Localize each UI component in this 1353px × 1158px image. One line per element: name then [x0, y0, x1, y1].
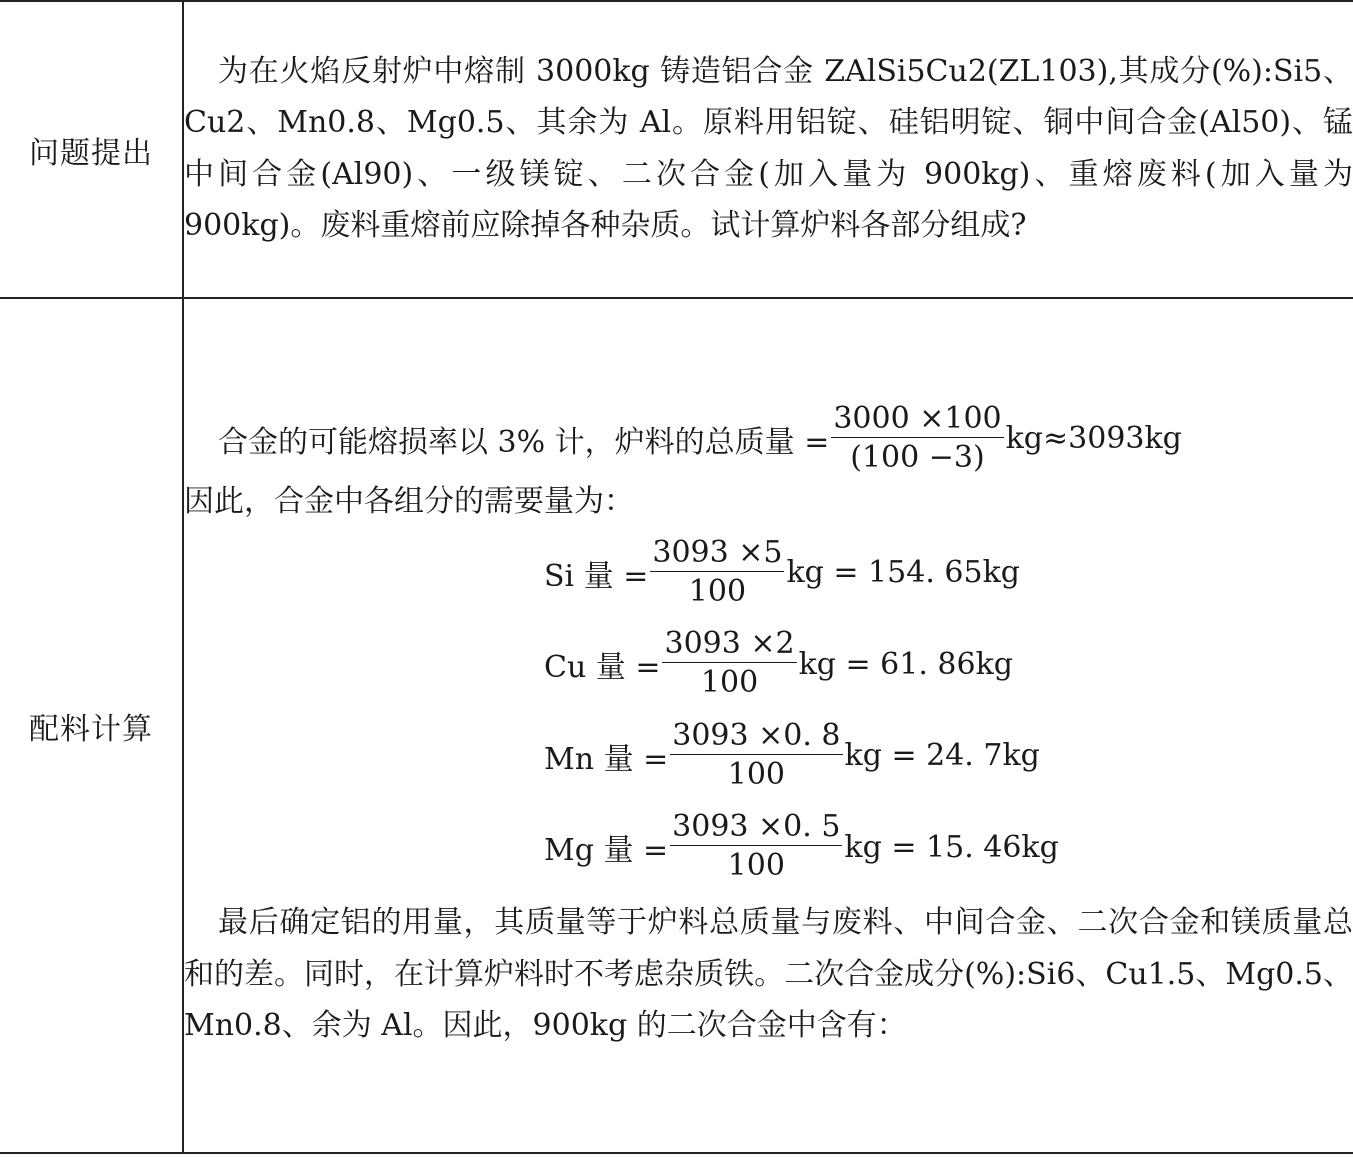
total-charge-prefix: 合金的可能熔损率以 3% 计，炉料的总质量 = — [218, 424, 830, 460]
conclusion-paragraph: 最后确定铝的用量，其质量等于炉料总质量与废料、中间合金、二次合金和镁质量总和的差。同时，在计算炉料时不考虑杂质铁。二次合金成分(%):Si6、Cu1.5、Mg0.5、Mn0.8、余为 Al。因此，900kg 的二次合金中含有： — [184, 905, 1353, 1043]
equation-fraction — [670, 810, 842, 884]
equation-rhs: kg = 61. 86kg — [798, 646, 1013, 682]
fraction-denominator: 100 — [727, 848, 785, 884]
equation-rhs: kg = 154. 65kg — [786, 555, 1020, 591]
total-charge-fraction — [831, 402, 1003, 476]
equation-rhs: kg = 15. 46kg — [844, 829, 1059, 865]
fraction-denominator: (100 −3) — [850, 439, 985, 475]
calculation-cell — [183, 298, 1353, 1153]
equation-fraction — [650, 536, 784, 610]
equation-fraction — [670, 719, 842, 793]
component-equations — [544, 527, 1353, 893]
equation-lhs: Mg 量 = — [544, 833, 669, 869]
problem-cell — [183, 1, 1353, 298]
table-row-problem — [0, 1, 1353, 298]
equation-mn — [544, 710, 1353, 802]
fraction-denominator: 100 — [700, 665, 759, 701]
equation-fraction — [662, 627, 796, 701]
equation-lhs: Cu 量 = — [544, 650, 661, 686]
fraction-numerator: 3093 ×0. 5 — [672, 809, 841, 845]
calculation-body — [184, 400, 1353, 1052]
equation-lhs: Si 量 = — [544, 558, 649, 594]
fraction-numerator: 3093 ×5 — [652, 534, 783, 570]
components-lead: 因此，合金中各组分的需要量为： — [184, 483, 634, 519]
table-row-calculation — [0, 298, 1353, 1153]
fraction-numerator: 3093 ×2 — [664, 626, 795, 662]
equation-mg — [544, 802, 1353, 894]
row-label-calculation: 配料计算 — [0, 298, 183, 1153]
equation-cu — [544, 619, 1353, 711]
row-label-problem: 问题提出 — [0, 1, 183, 298]
total-charge-result: kg≈3093kg — [1005, 421, 1182, 456]
equation-lhs: Mn 量 = — [544, 741, 669, 777]
equation-si — [544, 527, 1353, 619]
equation-rhs: kg = 24. 7kg — [844, 738, 1040, 774]
fraction-denominator: 100 — [727, 756, 786, 792]
total-charge-equation — [218, 400, 1353, 478]
problem-statement: 为在火焰反射炉中熔制 3000kg 铸造铝合金 ZAlSi5Cu2(ZL103),其成分(%):Si5、Cu2、Mn0.8、Mg0.5、其余为 Al。原料用铝锭、硅铝明锭、铜中间合金(Al50)、锰中间合金(Al90)、一级镁锭、二次合金(加入量为 900kg)、重熔废料(加入量为 900kg)。废料重熔前应除掉各种杂质。试计算炉料各部分组成? — [184, 53, 1353, 243]
fraction-numerator: 3000 ×100 — [833, 400, 1002, 436]
fraction-numerator: 3093 ×0. 8 — [672, 717, 841, 753]
fraction-denominator: 100 — [688, 573, 747, 609]
